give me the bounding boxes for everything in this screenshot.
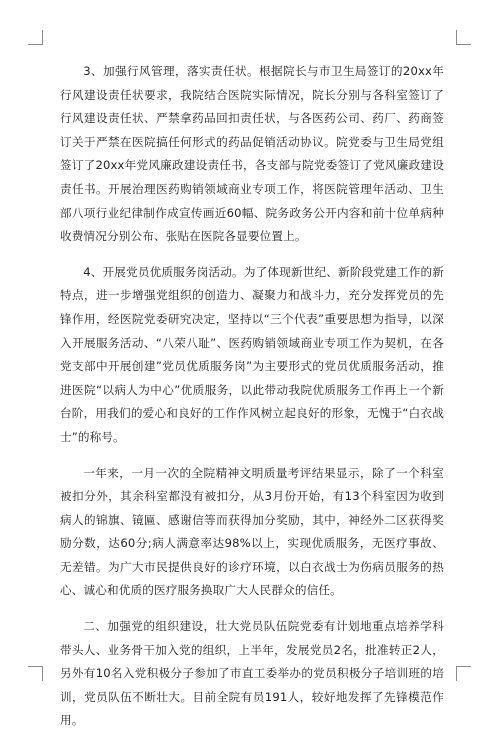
paragraph-party-service-post: 4、开展党员优质服务岗活动。为了体现新世纪、新阶段党建工作的新特点，进一步增强党组织的创造力、凝聚力和战斗力，充分发挥党员的先锋作用，经医院党委研究决定，坚持以“三个代表”重要思想为指导，以深入开展服务活动、“八荣八耻”、医药购销领域商业专项工作为契机，在各党支部中开展创建”党员优质服务岗”为主要形式的党员优质服务活动，推进医院“以病人为中心”优质服务，以此带动我院优质服务工作再上一个新台阶，用我们的爱心和良好的工作作风树立起良好的形象，无愧于“白衣战士”的称号。 [60, 264, 444, 444]
paragraph-industry-conduct: 3、加强行风管理，落实责任状。根据院长与市卫生局签订的20xx年行风建设责任状要求，我院结合医院实际情况，院长分别与各科室签订了行风建设责任状、严禁拿药品回扣责任状，与各医药公司、药厂、药商签订关于严禁在医院搞任何形式的药品促销活动协议。院党委与卫生局党组签订了20xx年党风廉政建设责任书，各支部与院党委签订了党风廉政建设责任书。开展治理医药购销领域商业专项工作，将医院管理年活动、卫生部八项行业纪律制作成宣传画近60幅、院务政务公开内容和前十位单病种收费情况分别公布、张贴在医院各显要位置上。 [60, 64, 444, 244]
crop-mark-bottom-right [456, 666, 471, 681]
document-body [60, 60, 444, 745]
crop-mark-top-left [28, 30, 43, 45]
paragraph-annual-evaluation: 一年来，一月一次的全院精神文明质量考评结果显示，除了一个科室被扣分外，其余科室都没有被扣分，从3月份开始，有13个科室因为收到病人的锦旗、镜匾、感谢信等而获得加分奖励，其中，神经外二区获得奖励分数，达60分;病人满意率达98%以上，实现优质服务，无医疗事故、无差错。为广大市民提供良好的诊疗环境，以白衣战士为伤病员服务的热心、诚心和优质的医疗服务换取广大人民群众的信任。 [60, 465, 444, 598]
paragraph-party-organization: 二、加强党的组织建设，壮大党员队伍院党委有计划地重点培养学科带头人、业务骨干加入党的组织，上半年，发展党员2名，批准转正2人，另外有10名入党积极分子参加了市直工委举办的党员积极分子培训班的培训，党员队伍不断壮大。目前全院有员191人，较好地发挥了先锋模范作用。 [60, 619, 444, 728]
crop-mark-top-right [456, 30, 471, 45]
crop-mark-bottom-left [28, 666, 43, 681]
